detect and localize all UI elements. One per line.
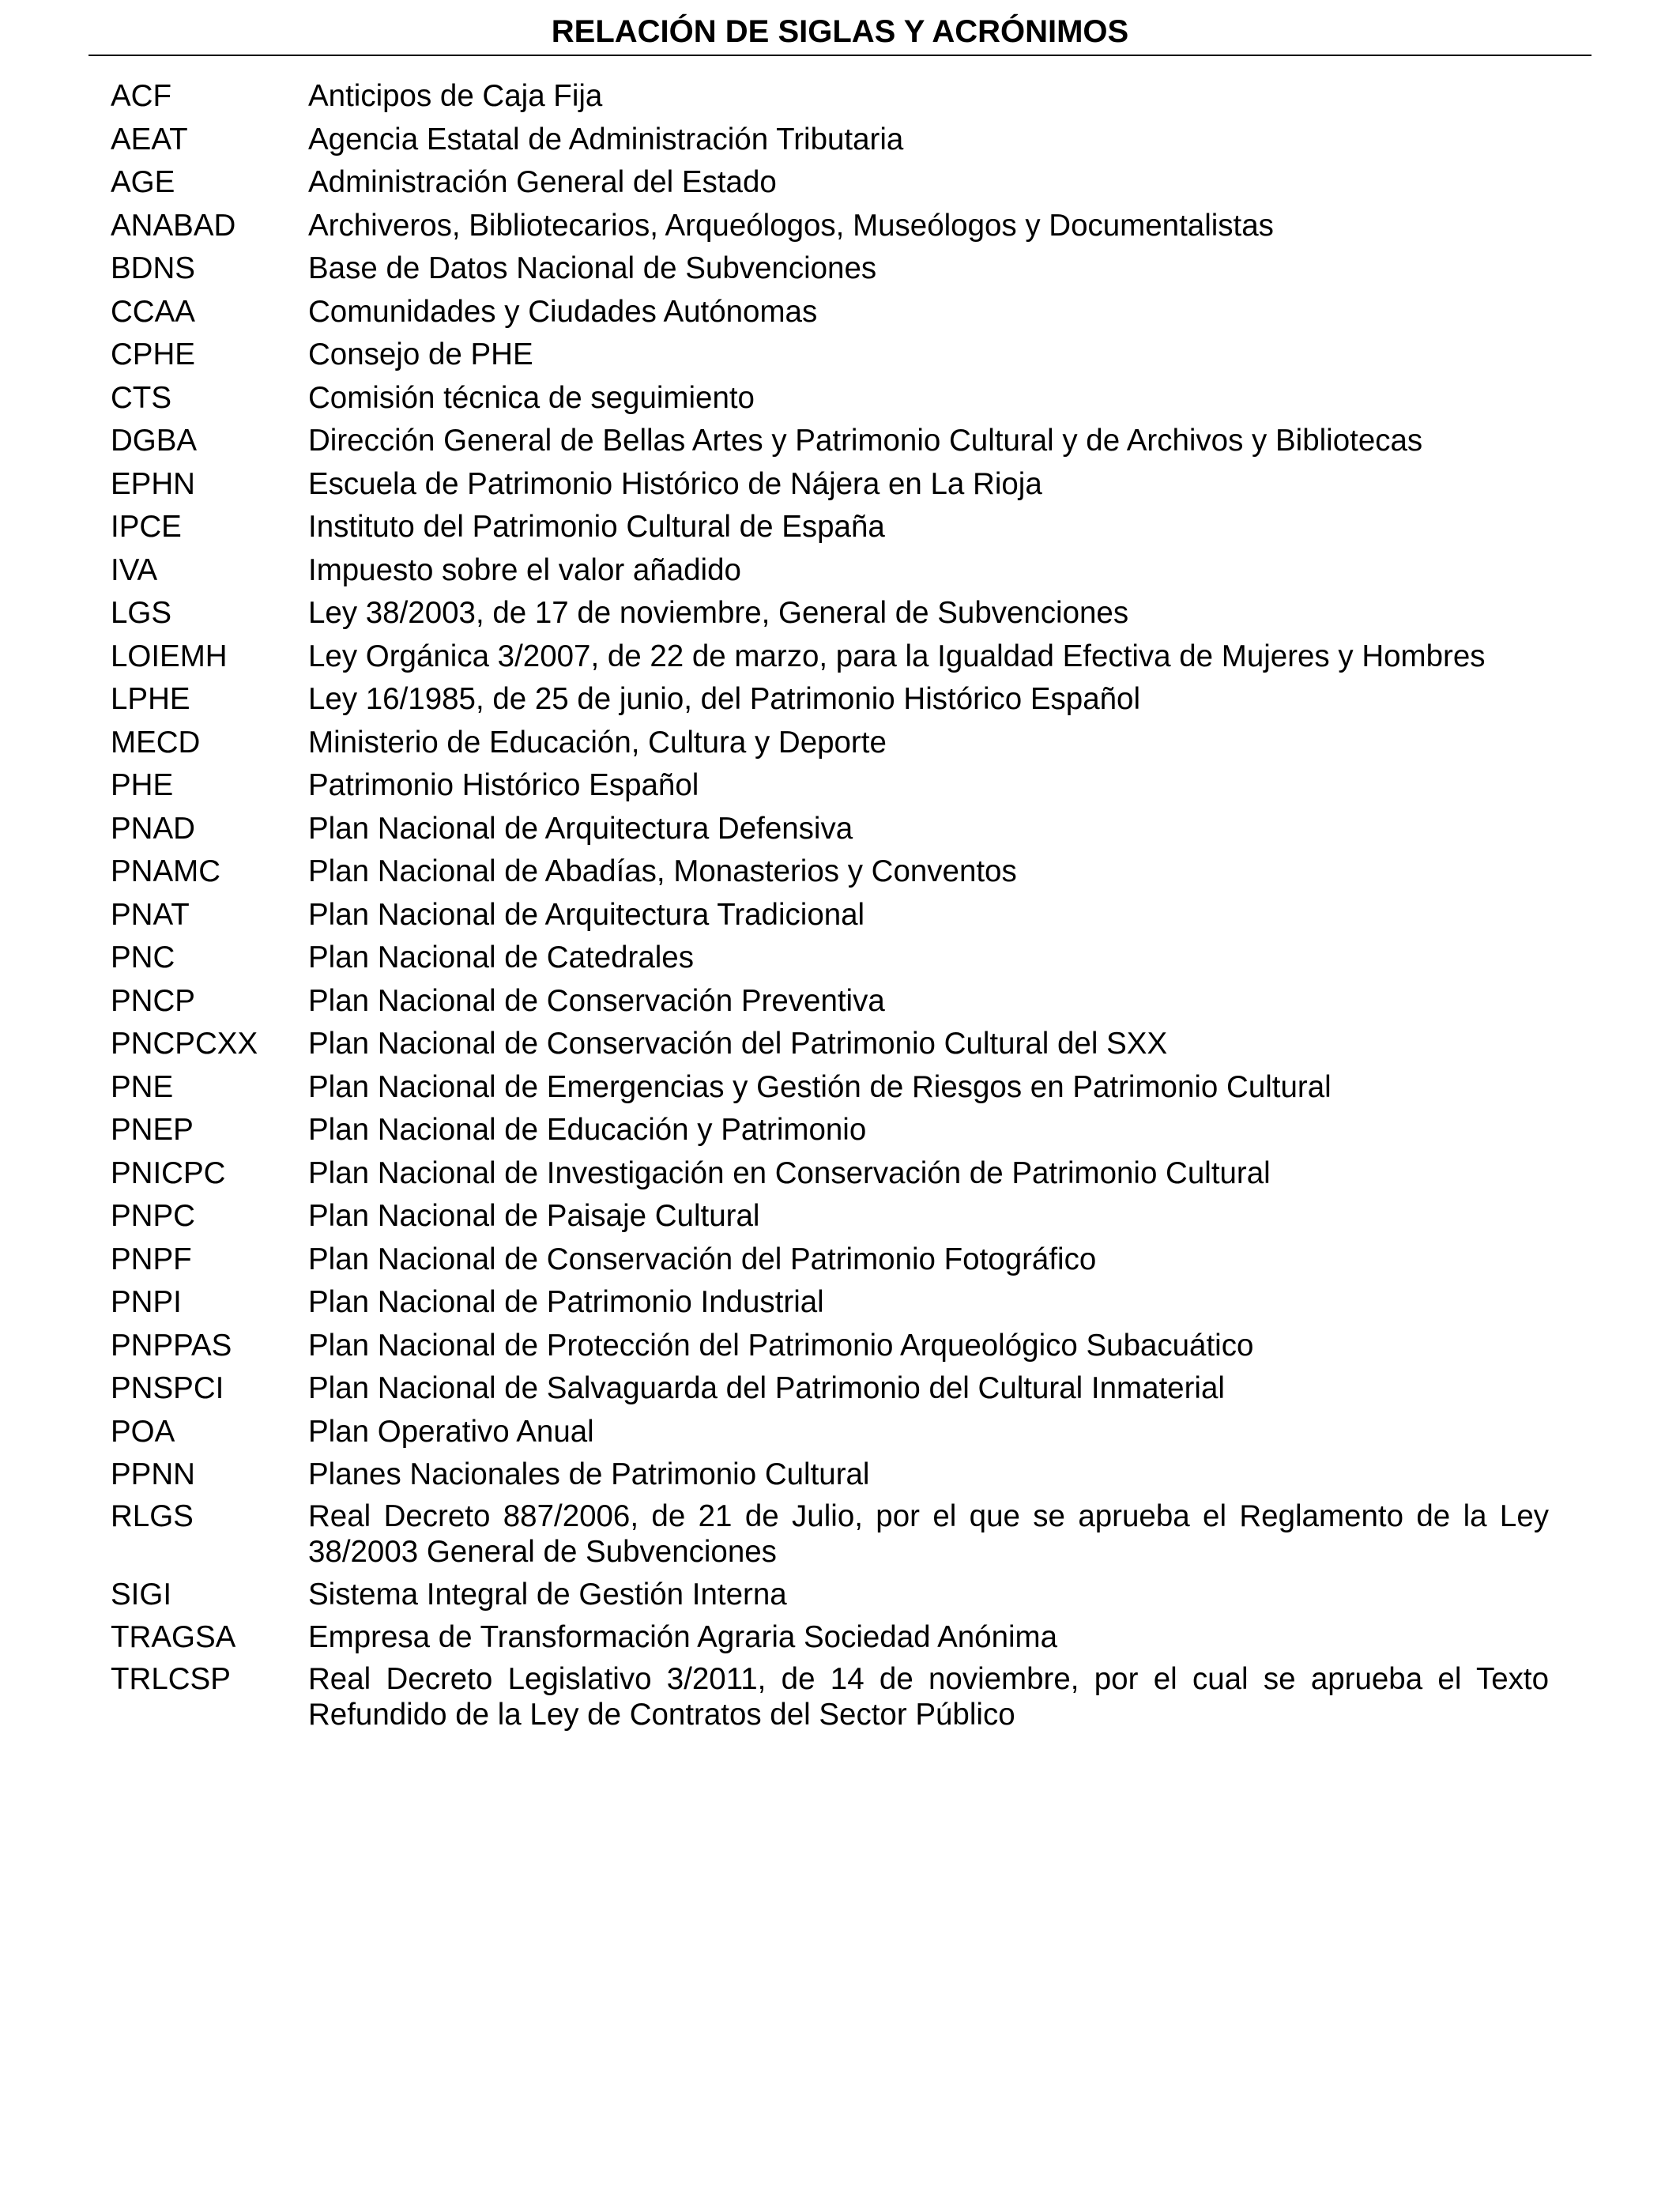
acronym-code: TRAGSA	[111, 1620, 236, 1654]
acronym-description: Ministerio de Educación, Cultura y Deporte	[308, 725, 887, 760]
acronym-description: Real Decreto 887/2006, de 21 de Julio, por el que se aprueba el Reglamento de la Ley 38/2003 General de Subvenciones	[308, 1498, 1549, 1569]
acronym-row-pnpc	[111, 1195, 1549, 1238]
acronym-code: POA	[111, 1414, 175, 1449]
acronym-code: CCAA	[111, 294, 195, 329]
page-title: RELACIÓN DE SIGLAS Y ACRÓNIMOS	[551, 14, 1129, 49]
acronym-code: PNAT	[111, 897, 190, 932]
acronym-description: Plan Nacional de Investigación en Conservación de Patrimonio Cultural	[308, 1155, 1271, 1190]
acronym-row-mecd	[111, 722, 1549, 765]
acronym-description: Plan Nacional de Salvaguarda del Patrimonio del Cultural Inmaterial	[308, 1371, 1225, 1405]
acronym-row-ppnn	[111, 1453, 1549, 1497]
acronym-row-aeat	[111, 119, 1549, 162]
acronym-description: Comisión técnica de seguimiento	[308, 380, 755, 415]
title-divider	[89, 55, 1591, 56]
acronym-description: Plan Nacional de Arquitectura Tradicional	[308, 897, 865, 932]
acronym-code: PNPPAS	[111, 1328, 232, 1363]
acronym-description: Plan Nacional de Catedrales	[308, 941, 694, 974]
acronym-code: ACF	[111, 79, 171, 113]
acronym-row-pnamc	[111, 850, 1549, 894]
acronym-row-pncpcxx	[111, 1023, 1549, 1066]
acronym-code: PNSPCI	[111, 1371, 224, 1405]
acronym-row-pnpi	[111, 1281, 1549, 1325]
acronym-description: Plan Nacional de Conservación Preventiva	[308, 983, 885, 1018]
acronym-row-anabad	[111, 205, 1549, 248]
acronym-code: PNE	[111, 1069, 174, 1104]
acronym-code: SIGI	[111, 1577, 172, 1612]
acronym-code: AEAT	[111, 122, 188, 156]
acronym-row-lgs	[111, 592, 1549, 635]
acronym-row-pnep	[111, 1109, 1549, 1152]
acronym-code: PNAD	[111, 811, 195, 846]
acronym-code: BDNS	[111, 251, 195, 285]
acronym-row-age	[111, 161, 1549, 205]
acronym-code: PHE	[111, 768, 174, 802]
acronym-row-pnicpc	[111, 1152, 1549, 1196]
acronym-description: Plan Nacional de Conservación del Patrimonio Fotográfico	[308, 1242, 1097, 1276]
acronym-row-poa	[111, 1411, 1549, 1454]
acronym-description: Plan Nacional de Abadías, Monasterios y Conventos	[308, 854, 1017, 888]
acronym-description: Plan Operativo Anual	[308, 1414, 594, 1449]
acronym-code: CPHE	[111, 337, 195, 371]
acronym-row-pncp	[111, 980, 1549, 1023]
acronym-description: Plan Nacional de Conservación del Patrimonio Cultural del SXX	[308, 1027, 1168, 1061]
acronym-code: LPHE	[111, 682, 190, 716]
acronym-description: Impuesto sobre el valor añadido	[308, 552, 741, 587]
acronym-row-ephn	[111, 463, 1549, 507]
acronym-row-phe	[111, 764, 1549, 808]
acronym-code: ANABAD	[111, 208, 236, 243]
acronym-row-rlgs	[111, 1497, 1549, 1574]
acronym-code: PNCPCXX	[111, 1027, 258, 1061]
acronym-row-dgba	[111, 420, 1549, 463]
acronym-description: Base de Datos Nacional de Subvenciones	[308, 251, 877, 285]
acronym-row-cphe	[111, 334, 1549, 377]
acronym-code: PNPC	[111, 1199, 195, 1233]
acronym-code: LOIEMH	[111, 639, 228, 673]
acronym-code: DGBA	[111, 424, 198, 458]
acronym-row-bdns	[111, 247, 1549, 291]
acronym-row-loiemh	[111, 635, 1549, 679]
acronym-description: Plan Nacional de Educación y Patrimonio	[308, 1113, 867, 1147]
acronym-description: Comunidades y Ciudades Autónomas	[308, 294, 818, 329]
acronym-code: PNC	[111, 941, 175, 974]
acronym-description: Sistema Integral de Gestión Interna	[308, 1577, 787, 1612]
acronym-description: Administración General del Estado	[308, 165, 777, 199]
acronym-code: AGE	[111, 165, 175, 199]
acronym-code: CTS	[111, 380, 171, 415]
acronym-description: Plan Nacional de Protección del Patrimonio Arqueológico Subacuático	[308, 1328, 1254, 1363]
acronym-code: RLGS	[111, 1498, 194, 1533]
acronym-row-pnat	[111, 894, 1549, 937]
acronym-description: Ley 16/1985, de 25 de junio, del Patrimonio Histórico Español	[308, 682, 1140, 716]
acronym-description: Anticipos de Caja Fija	[308, 79, 603, 113]
acronym-description: Consejo de PHE	[308, 337, 533, 371]
acronym-description: Plan Nacional de Emergencias y Gestión de Riesgos en Patrimonio Cultural	[308, 1069, 1332, 1104]
acronym-description: Planes Nacionales de Patrimonio Cultural	[308, 1457, 870, 1491]
acronym-row-iva	[111, 549, 1549, 593]
acronym-code: IPCE	[111, 510, 182, 544]
acronym-list	[111, 75, 1549, 1736]
acronym-row-pnspci	[111, 1367, 1549, 1411]
acronym-row-tragsa	[111, 1616, 1549, 1660]
acronym-row-trlcsp	[111, 1660, 1549, 1736]
acronym-code: PNPF	[111, 1242, 192, 1276]
acronym-description: Ley 38/2003, de 17 de noviembre, General de Subvenciones	[308, 596, 1129, 630]
acronym-code: PNICPC	[111, 1155, 226, 1190]
acronym-row-pne	[111, 1066, 1549, 1110]
acronym-row-pnc	[111, 937, 1549, 980]
acronym-row-acf	[111, 75, 1549, 119]
acronym-code: EPHN	[111, 466, 195, 501]
acronym-description: Instituto del Patrimonio Cultural de España	[308, 510, 885, 544]
acronym-code: PNCP	[111, 983, 195, 1018]
acronym-description: Empresa de Transformación Agraria Sociedad Anónima	[308, 1620, 1058, 1654]
acronym-code: TRLCSP	[111, 1661, 231, 1696]
acronym-description: Plan Nacional de Patrimonio Industrial	[308, 1285, 824, 1319]
acronym-row-pnppas	[111, 1325, 1549, 1368]
acronym-description: Dirección General de Bellas Artes y Patrimonio Cultural y de Archivos y Bibliotecas	[308, 424, 1423, 458]
acronym-row-pnad	[111, 808, 1549, 851]
acronym-row-sigi	[111, 1574, 1549, 1617]
acronym-description: Agencia Estatal de Administración Tributaria	[308, 122, 904, 156]
acronym-code: PNAMC	[111, 854, 221, 888]
acronym-code: LGS	[111, 596, 172, 630]
acronym-row-cts	[111, 377, 1549, 420]
acronym-code: PNPI	[111, 1285, 182, 1319]
acronym-code: PPNN	[111, 1457, 195, 1491]
acronym-code: IVA	[111, 552, 158, 587]
acronym-description: Plan Nacional de Paisaje Cultural	[308, 1199, 760, 1233]
acronym-description: Archiveros, Bibliotecarios, Arqueólogos, Museólogos y Documentalistas	[308, 208, 1274, 243]
acronym-row-pnpf	[111, 1238, 1549, 1282]
acronym-row-lphe	[111, 678, 1549, 722]
acronym-description: Plan Nacional de Arquitectura Defensiva	[308, 811, 853, 846]
acronym-description: Patrimonio Histórico Español	[308, 768, 699, 802]
acronym-description: Escuela de Patrimonio Histórico de Nájera en La Rioja	[308, 466, 1042, 501]
acronym-description: Ley Orgánica 3/2007, de 22 de marzo, para la Igualdad Efectiva de Mujeres y Hombres	[308, 639, 1486, 673]
acronym-row-ccaa	[111, 291, 1549, 334]
acronym-description: Real Decreto Legislativo 3/2011, de 14 de noviembre, por el cual se aprueba el Texto Refundido de la Ley de Contratos del Sector Público	[308, 1661, 1549, 1732]
acronym-row-ipce	[111, 506, 1549, 549]
acronym-code: PNEP	[111, 1113, 194, 1147]
acronym-code: MECD	[111, 725, 201, 760]
